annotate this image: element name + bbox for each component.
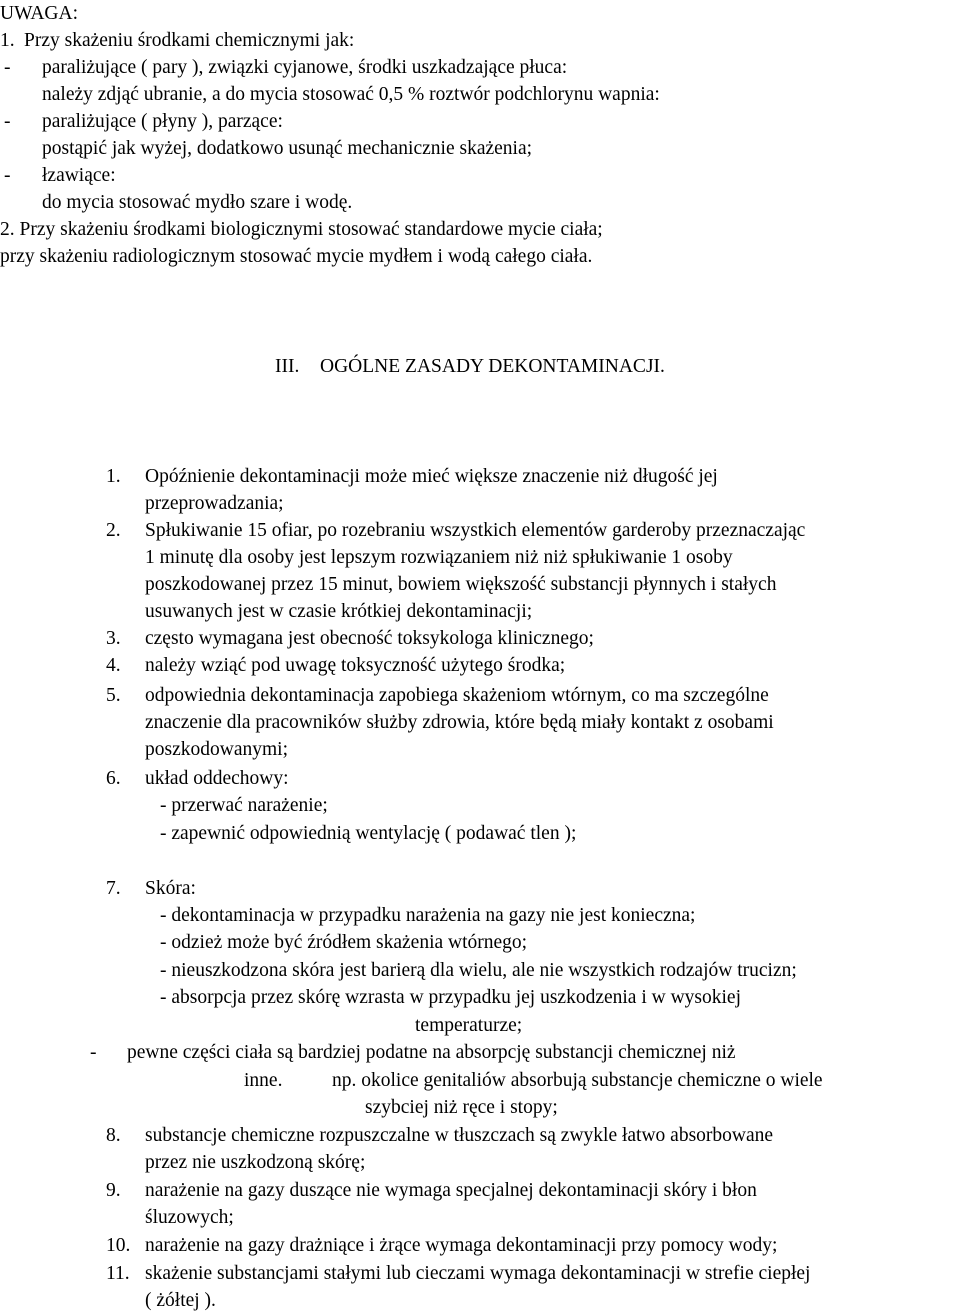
uwaga-bullet-dash: - xyxy=(4,57,11,78)
uwaga-bullet-2-note: postąpić jak wyżej, dodatkowo usunąć mechanicznie skażenia; xyxy=(42,138,533,159)
rule-6-line-1: układ oddechowy: xyxy=(145,768,289,789)
uwaga-item-2-line-1: 2. Przy skażeniu środkami biologicznymi stosować standardowe mycie ciała; xyxy=(0,219,603,240)
rule-number: 6. xyxy=(106,768,121,789)
rule-5-line-1: odpowiednia dekontaminacja zapobiega skażeniom wtórnym, co ma szczególne xyxy=(145,685,769,706)
rule-2-line-3: poszkodowanej przez 15 minut, bowiem większość substancji płynnych i stałych xyxy=(145,574,777,595)
rule-4-line-1: należy wziąć pod uwagę toksyczność użytego środka; xyxy=(145,655,566,676)
rule-2-line-2: 1 minutę dla osoby jest lepszym rozwiązaniem niż niż spłukiwanie 1 osoby xyxy=(145,547,733,568)
rule-7-sub-5-continued: szybciej niż ręce i stopy; xyxy=(365,1097,558,1118)
rule-7-sub-5: pewne części ciała są bardziej podatne na absorpcję substancji chemicznej niż xyxy=(127,1042,736,1063)
uwaga-bullet-dash: - xyxy=(4,165,11,186)
rule-number: 3. xyxy=(106,628,121,649)
rule-5-line-2: znaczenie dla pracowników służby zdrowia, które będą miały kontakt z osobami xyxy=(145,712,774,733)
rule-number: 4. xyxy=(106,655,121,676)
uwaga-item-1-number: 1. xyxy=(0,30,15,51)
uwaga-heading: UWAGA: xyxy=(0,3,78,24)
rule-7-sub-1: - dekontaminacja w przypadku narażenia na gazy nie jest konieczna; xyxy=(160,905,696,926)
rule-5-line-3: poszkodowanymi; xyxy=(145,739,288,760)
uwaga-item-1-text: Przy skażeniu środkami chemicznymi jak: xyxy=(24,30,355,51)
rule-number: 1. xyxy=(106,466,121,487)
uwaga-bullet-3-text: łzawiące: xyxy=(42,165,116,186)
rule-number: 9. xyxy=(106,1180,121,1201)
uwaga-item-2-line-2: przy skażeniu radiologicznym stosować mycie mydłem i wodą całego ciała. xyxy=(0,246,593,267)
rule-10-line-1: narażenie na gazy drażniące i żrące wymaga dekontaminacji przy pomocy wody; xyxy=(145,1235,778,1256)
uwaga-bullet-1-text: paraliżujące ( pary ), związki cyjanowe, środki uszkadzające płuca: xyxy=(42,57,568,78)
rule-2-line-1: Spłukiwanie 15 ofiar, po rozebraniu wszystkich elementów garderoby przeznaczając xyxy=(145,520,806,541)
rule-1-line-2: przeprowadzania; xyxy=(145,493,284,514)
rule-7-sub-2: - odzież może być źródłem skażenia wtórnego; xyxy=(160,932,528,953)
rule-6-sub-2: - zapewnić odpowiednią wentylację ( podawać tlen ); xyxy=(160,823,577,844)
rule-number: 10. xyxy=(106,1235,131,1256)
uwaga-bullet-dash: - xyxy=(4,111,11,132)
rule-8-line-2: przez nie uszkodzoną skórę; xyxy=(145,1152,366,1173)
rule-7-line-1: Skóra: xyxy=(145,878,196,899)
section-title: OGÓLNE ZASADY DEKONTAMINACJI. xyxy=(320,356,665,377)
rule-number: 8. xyxy=(106,1125,121,1146)
rule-11-line-1: skażenie substancjami stałymi lub cieczami wymaga dekontaminacji w strefie ciepłej xyxy=(145,1263,811,1284)
rule-7-dash: - xyxy=(90,1042,97,1063)
rule-7-sub-4: - absorpcja przez skórę wzrasta w przypadku jej uszkodzenia i w wysokiej xyxy=(160,987,741,1008)
rule-2-line-4: usuwanych jest w czasie krótkiej dekontaminacji; xyxy=(145,601,533,622)
uwaga-bullet-2-text: paraliżujące ( płyny ), parzące: xyxy=(42,111,283,132)
rule-number: 11. xyxy=(106,1263,130,1284)
section-number: III. xyxy=(275,356,300,377)
rule-8-line-1: substancje chemiczne rozpuszczalne w tłuszczach są zwykle łatwo absorbowane xyxy=(145,1125,774,1146)
rule-7-sub-5-inne: inne. xyxy=(244,1070,283,1091)
rule-11-line-2: ( żółtej ). xyxy=(145,1290,216,1311)
rule-number: 2. xyxy=(106,520,121,541)
uwaga-bullet-3-note: do mycia stosować mydło szare i wodę. xyxy=(42,192,353,213)
rule-number: 5. xyxy=(106,685,121,706)
rule-9-line-1: narażenie na gazy duszące nie wymaga specjalnej dekontaminacji skóry i błon xyxy=(145,1180,757,1201)
rule-7-sub-5-example: np. okolice genitaliów absorbują substancje chemiczne o wiele xyxy=(332,1070,823,1091)
rule-1-line-1: Opóźnienie dekontaminacji może mieć większe znaczenie niż długość jej xyxy=(145,466,718,487)
rule-number: 7. xyxy=(106,878,121,899)
rule-3-line-1: często wymagana jest obecność toksykologa klinicznego; xyxy=(145,628,594,649)
rule-7-sub-3: - nieuszkodzona skóra jest barierą dla wielu, ale nie wszystkich rodzajów trucizn; xyxy=(160,960,797,981)
uwaga-bullet-1-note: należy zdjąć ubranie, a do mycia stosować 0,5 % roztwór podchlorynu wapnia: xyxy=(42,84,660,105)
rule-7-sub-4-continued: temperaturze; xyxy=(415,1015,523,1036)
rule-6-sub-1: - przerwać narażenie; xyxy=(160,795,328,816)
rule-9-line-2: śluzowych; xyxy=(145,1207,234,1228)
